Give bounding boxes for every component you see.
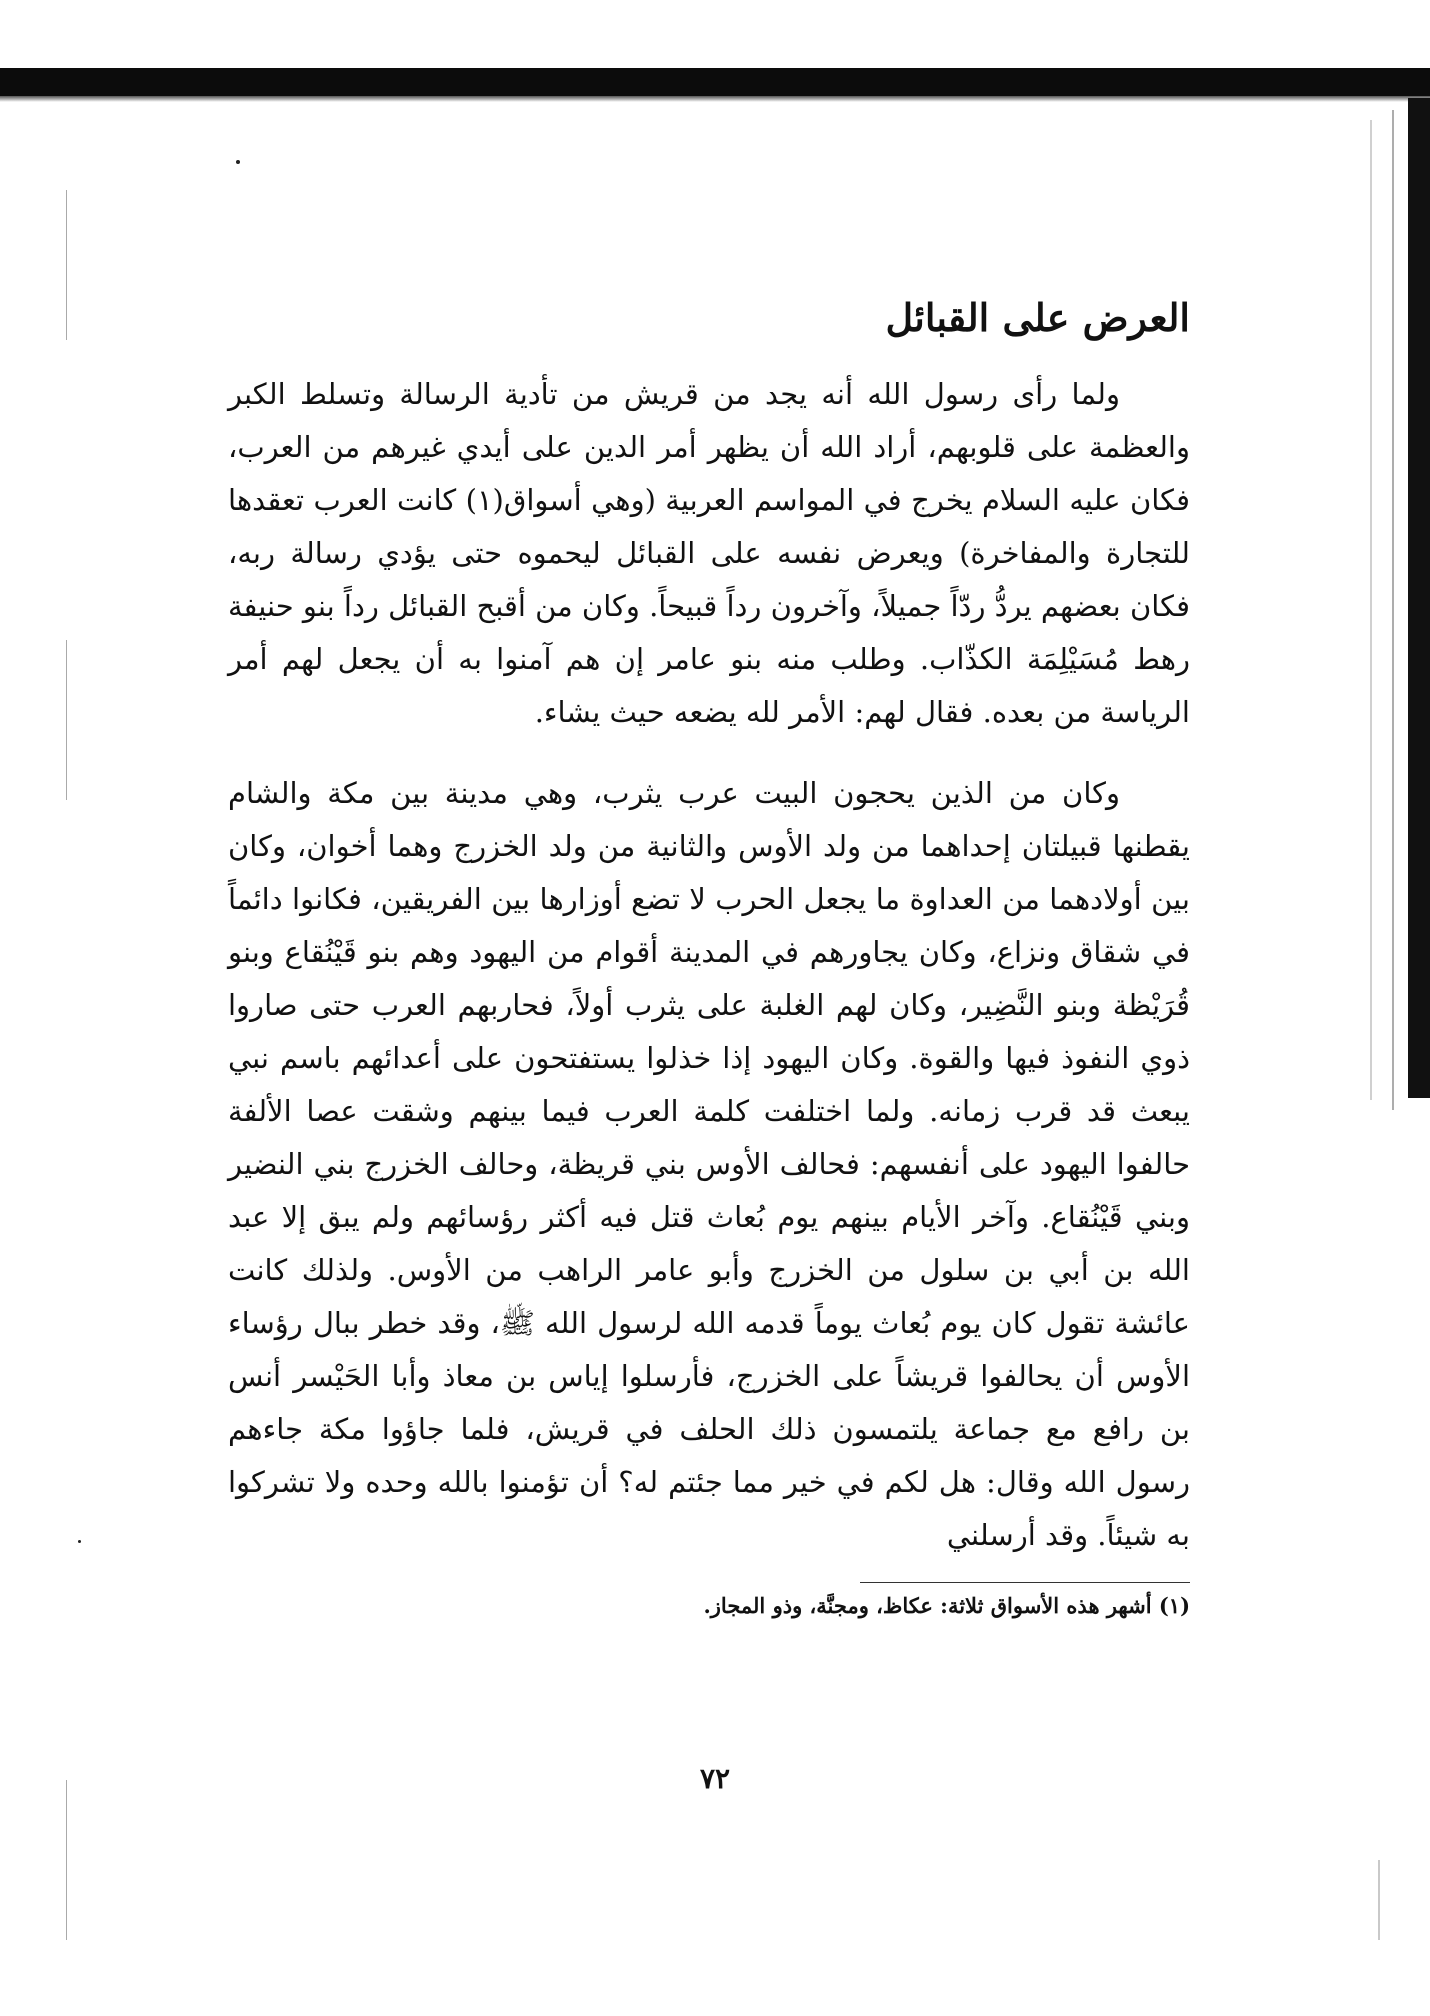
section-title: العرض على القبائل (885, 295, 1190, 340)
scan-edge-line (1378, 1860, 1380, 1940)
paragraph-2: وكان من الذين يحجون البيت عرب يثرب، وهي مدينة بين مكة والشام يقطنها قبيلتان إحداهما من ولد الأوس والثانية من ولد الخزرج وهما أخوان، وكان بين أولادهما من العداوة ما يجعل الحرب لا تضع أوزارها بين الفريقين، فكانوا دائماً في شقاق ونزاع، وكان يجاورهم في المدينة أقوام من اليهود وهم بنو قَيْنُقاع وبنو قُرَيْظة وبنو النَّضِير، وكان لهم الغلبة على يثرب أولاً، فحاربهم العرب حتى صاروا ذوي النفوذ فيها والقوة. وكان اليهود إذا خذلوا يستفتحون على أعدائهم باسم نبي يبعث قد قرب زمانه. ولما اختلفت كلمة العرب فيما بينهم وشقت عصا الألفة حالفوا اليهود على أنفسهم: فحالف الأوس بني قريظة، وحالف الخزرج بني النضير وبني قَيْنُقاع. وآخر الأيام بينهم يوم بُعاث قتل فيه أكثر رؤسائهم ولم يبق إلا عبد الله بن أبي بن سلول من الخزرج وأبو عامر الراهب من الأوس. ولذلك كانت عائشة تقول كان يوم بُعاث يوماً قدمه الله لرسول الله ﷺ، وقد خطر ببال رؤساء الأوس أن يحالفوا قريشاً على الخزرج، فأرسلوا إياس بن معاذ وأبا الحَيْسر أنس بن رافع مع جماعة يلتمسون ذلك الحلف في قريش، فلما جاؤوا مكة جاءهم رسول الله وقال: هل لكم في خير مما جئتم له؟ أن تؤمنوا بالله وحده ولا تشركوا به شيئاً. وقد أرسلني (228, 776, 1190, 1552)
scan-top-border (0, 68, 1430, 98)
scan-edge-line (1370, 120, 1372, 1100)
page-content (228, 290, 1190, 1623)
scan-top-shadow (0, 96, 1430, 102)
scan-speck (78, 1540, 81, 1543)
scan-left-mark (66, 190, 67, 340)
scan-right-border (1408, 98, 1430, 1098)
scan-left-mark (66, 1780, 67, 1940)
scan-edge-line (1392, 110, 1394, 1110)
page-number: ٧٢ (699, 1762, 731, 1795)
paragraph-1: ولما رأى رسول الله أنه يجد من قريش من تأدية الرسالة وتسلط الكبر والعظمة على قلوبهم، أراد الله أن يظهر أمر الدين على أيدي غيرهم من العرب، فكان عليه السلام يخرج في المواسم العربية (وهي أسواق(١) كانت العرب تعقدها للتجارة والمفاخرة) ويعرض نفسه على القبائل ليحموه حتى يؤدي رسالة ربه، فكان بعضهم يردُّ ردّاً جميلاً، وآخرون رداً قبيحاً. وكان من أقبح القبائل رداً بنو حنيفة رهط مُسَيْلِمَة الكذّاب. وطلب منه بنو عامر إن هم آمنوا به أن يجعل لهم أمر الرياسة من بعده. فقال لهم: الأمر لله يضعه حيث يشاء. (228, 377, 1190, 729)
scan-speck (236, 160, 240, 164)
scan-left-mark (66, 640, 67, 800)
footnote: (١) أشهر هذه الأسواق ثلاثة: عكاظ، ومجنَّة، وذو المجاز. (703, 1593, 1190, 1618)
footnote-divider (860, 1582, 1190, 1583)
